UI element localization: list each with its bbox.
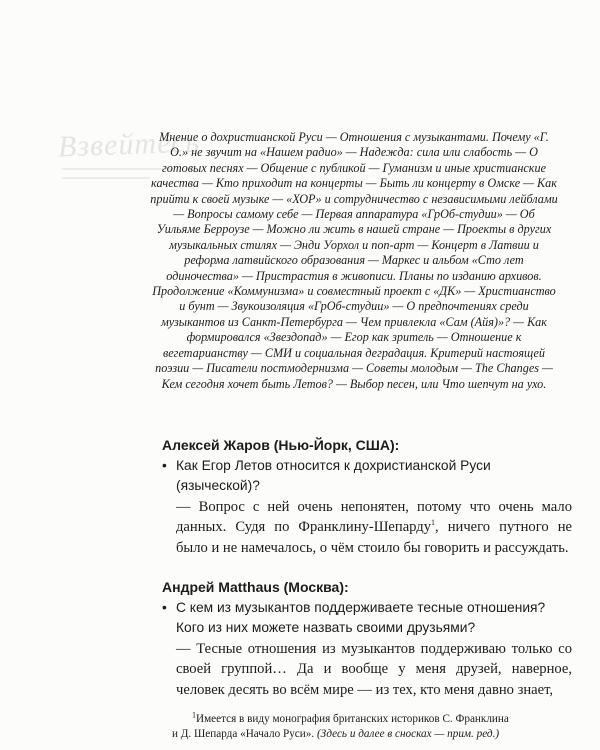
footnote-text: Имеется в виду монография британских историков С. Франклина bbox=[196, 713, 509, 725]
qa-block bbox=[162, 435, 572, 558]
footnote-editor-note: (Здесь и далее в сносках — прим. ред.) bbox=[316, 728, 500, 740]
question-author: Андрей Matthaus (Москва): bbox=[162, 579, 349, 595]
footnote-mark: 1 bbox=[192, 710, 196, 720]
question-body: Как Егор Летов относится к дохристианской Руси (языческой)? bbox=[176, 457, 491, 493]
bullet-marker: • bbox=[162, 457, 167, 473]
answer-part: , ничего путного не было и не намечалось, о чём стоило бы говорить и рассуждать. bbox=[176, 519, 572, 556]
footnote bbox=[172, 712, 572, 742]
question-author: Алексей Жаров (Нью-Йорк, США): bbox=[162, 437, 400, 453]
question-body: С кем из музыкантов поддерживаете тесные отношения? Кого из них можете назвать своими друзьями? bbox=[176, 599, 546, 635]
show-through-heading: Взвейтесь bbox=[57, 125, 201, 164]
answer-text: — Тесные отношения из музыкантов поддерживаю только со своей группой… Да и вообще у меня друзей, наверное, человек десять во всём мире — из тех, кто меня давно знает, bbox=[176, 640, 572, 698]
footnote-line bbox=[172, 727, 572, 742]
qa-block bbox=[162, 577, 572, 700]
question-text bbox=[162, 598, 572, 639]
footnote-text: и Д. Шепарда «Начало Руси». bbox=[172, 728, 315, 740]
chapter-contents-summary: Мнение о дохристианской Руси — Отношения с музыкантами. Почему «Г. О.» не звучит на «Нашем радио» — Надежда: сила или слабость — О готовых песнях — Общение с публикой — Гуманизм и иные христианские качества — Кто приходит на концерты — Быть ли концерту в Омске — Как прийти к своей музыке — «ХОР» и сотрудничество с независимыми лейблами — Вопросы самому себе — Первая аппаратура «ГрОб-студии» — Об Уильяме Берроузе — Можно ли жить в нашей стране — Проекты в других музыкальных стилях — Энди Уорхол и поп-арт — Концерт в Латвии и реформа латвийского образования — Маркес и альбом «Сто лет одиночества» — Пристрастия в живописи. Планы по изданию архивов. Продолжение «Коммунизма» и совместный проект с «ДК» — Христианство и бунт — Звукоизоляция «ГрОб-студии» — О предпочтениях среди музыкантов из Санкт-Петербурга — Чем привлекла «Сам (Айя)»? — Как формировался «Звездопад» — Егор как зритель — Отношение к вегетарианству — СМИ и социальная деградация. Критерий настоящей поэзии — Писатели постмодернизма — Советы молодым — The Changes — Кем сегодня хочет быть Летов? — Выбор песен, или Что шепчут на ухо. bbox=[150, 130, 558, 391]
bullet-marker: • bbox=[162, 599, 167, 615]
footnote-line bbox=[172, 712, 572, 727]
footnote-reference[interactable]: 1 bbox=[431, 518, 436, 528]
show-through-line bbox=[62, 177, 150, 179]
answer-part: — Вопрос с ней очень непонятен, потому что очень мало данных. Судя по Франклину-Шепарду bbox=[176, 498, 572, 535]
question-text bbox=[162, 456, 572, 497]
answer-text bbox=[162, 497, 572, 559]
